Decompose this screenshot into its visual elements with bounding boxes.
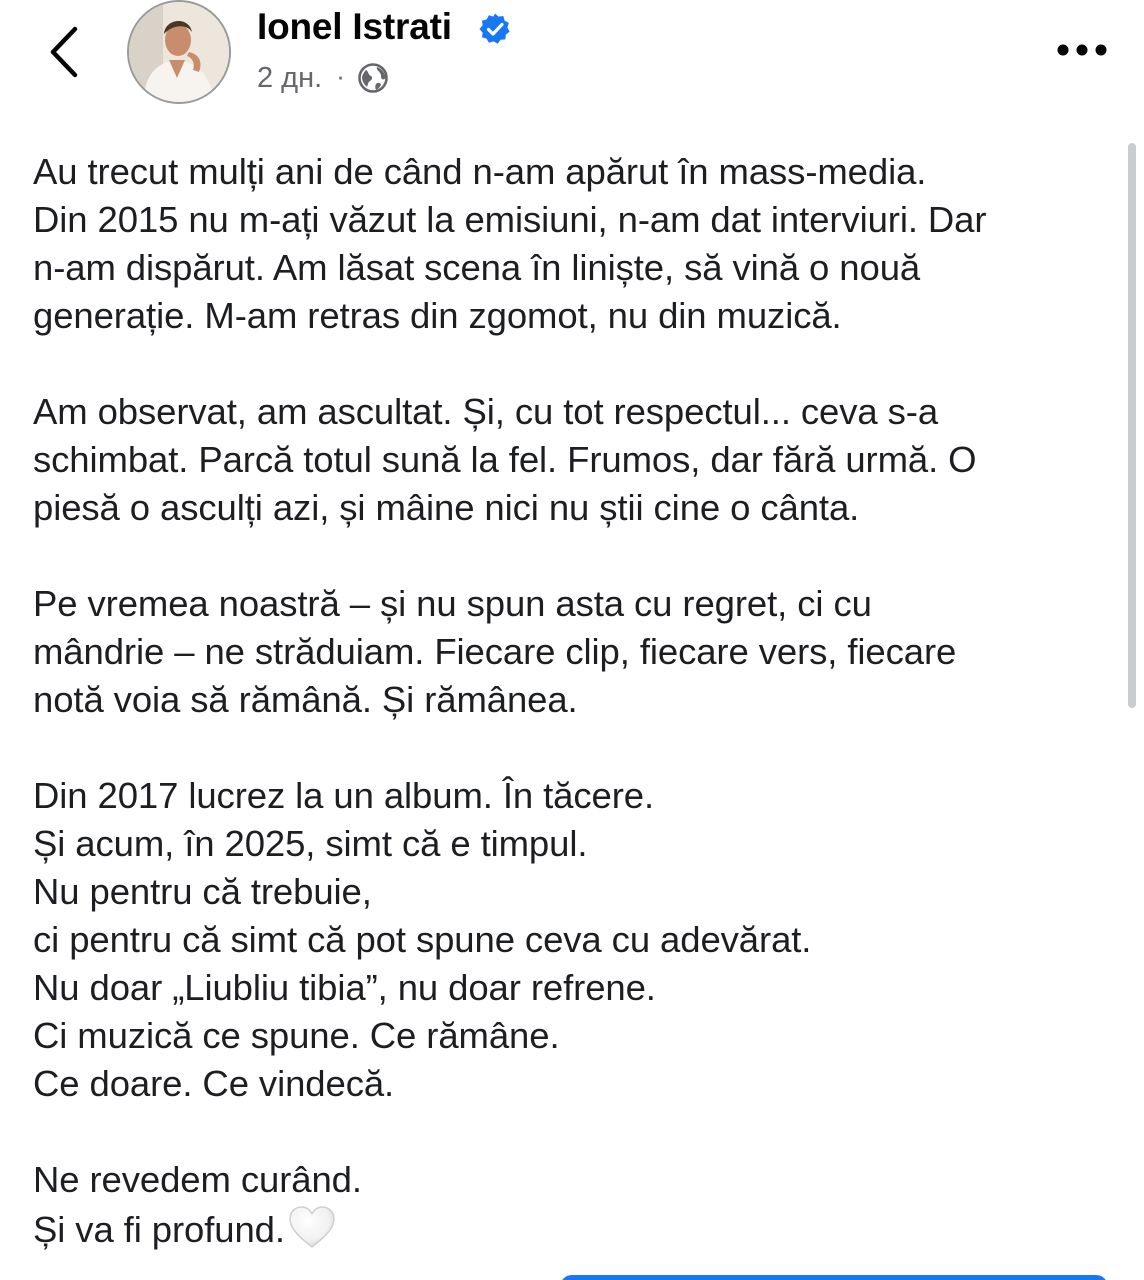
back-button[interactable] (36, 22, 92, 82)
post-timestamp[interactable]: 2 дн. (257, 61, 323, 94)
paragraph-gap (33, 1108, 1123, 1156)
paragraph-gap (33, 340, 1123, 388)
author-name[interactable]: Ionel Istrati (257, 6, 452, 47)
post-text-line: Ci muzică ce spune. Ce rămâne. (33, 1015, 560, 1056)
post-text-line: schimbat. Parcă totul sună la fel. Frumos, dar fără urmă. O (33, 439, 977, 480)
post-body (33, 148, 1123, 1252)
post-text-line: mândrie – ne străduiam. Fiecare clip, fiecare vers, fiecare (33, 631, 957, 672)
scrollbar[interactable] (1128, 143, 1136, 708)
post-text-line: Am observat, am ascultat. Și, cu tot respectul... ceva s-a (33, 391, 939, 432)
post-text-line: Ce doare. Ce vindecă. (33, 1063, 395, 1104)
meta-separator: · (336, 60, 345, 91)
more-options-button[interactable] (1050, 30, 1114, 70)
post-text-line: Din 2015 nu m-ați văzut la emisiuni, n-am dat interviuri. Dar (33, 199, 987, 240)
post-text-line: Și va fi profund. (33, 1209, 285, 1250)
more-horizontal-icon (1056, 43, 1108, 57)
post-text-last-line (33, 1204, 1123, 1252)
white-heart-icon (287, 1204, 337, 1250)
post-text-line: Nu pentru că trebuie, (33, 871, 372, 912)
profile-photo-icon (129, 2, 229, 102)
post-text-line: Și acum, în 2025, simt că e timpul. (33, 823, 588, 864)
post-text-line: Din 2017 lucrez la un album. În tăcere. (33, 775, 655, 816)
post-text-line: Au trecut mulți ani de când n-am apărut în mass-media. (33, 151, 927, 192)
bottom-action-bar[interactable] (560, 1275, 1108, 1280)
post-text-line: notă voia să rămână. Și rămânea. (33, 679, 578, 720)
post-text-line: n-am dispărut. Am lăsat scena în liniște, să vină o nouă (33, 247, 921, 288)
verified-badge-icon (478, 12, 512, 46)
globe-icon[interactable] (357, 62, 389, 94)
post-text-line: piesă o asculți azi, și mâine nici nu știi cine o cânta. (33, 487, 860, 528)
paragraph-gap (33, 532, 1123, 580)
post-text-line: ci pentru că simt că pot spune ceva cu adevărat. (33, 919, 812, 960)
post-text-line: Pe vremea noastră – și nu spun asta cu regret, ci cu (33, 583, 872, 624)
paragraph-gap (33, 724, 1123, 772)
avatar[interactable] (127, 0, 231, 104)
post-text-line: Ne revedem curând. (33, 1159, 362, 1200)
chevron-left-icon (47, 26, 81, 78)
post-text-line: Nu doar „Liubliu tibia”, nu doar refrene. (33, 967, 656, 1008)
post-meta (257, 58, 389, 98)
post-text-line: generație. M-am retras din zgomot, nu din muzică. (33, 295, 842, 336)
